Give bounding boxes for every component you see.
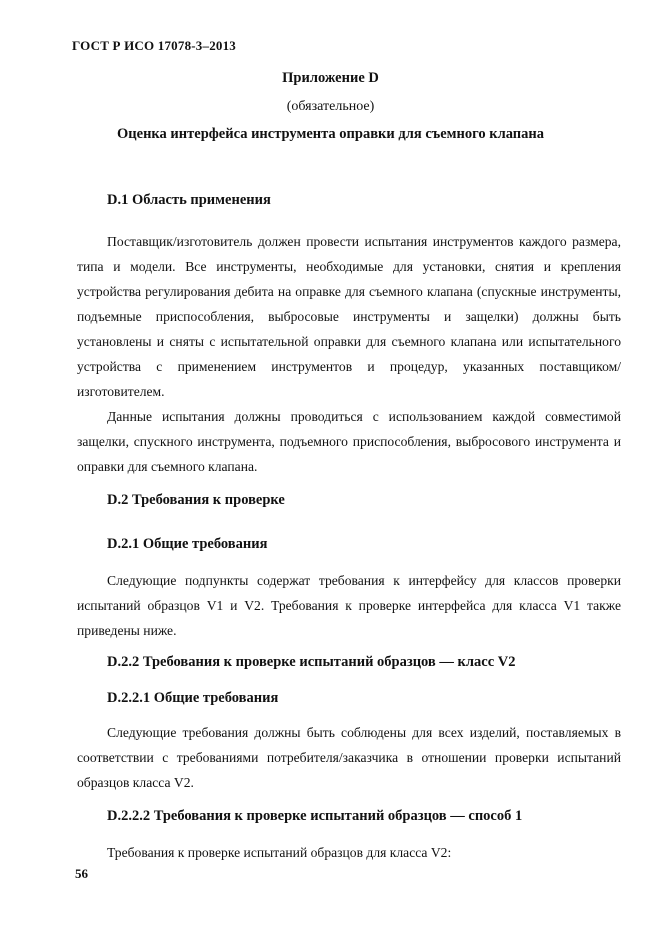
standard-id-header: ГОСТ Р ИСО 17078-3–2013 [72,38,237,53]
section-d2-heading: D.2 Требования к проверке [107,492,285,508]
annex-status: (обязательное) [286,99,375,114]
section-d1-paragraph-2: Данные испытания должны проводиться с использованием каждой совместимой защелки, спускного инструмента, подъемного приспособления, выбросового инструмента и оправки для съемного клапана. [77,409,621,474]
section-d21-heading: D.2.1 Общие требования [107,536,268,552]
section-d222-heading: D.2.2.2 Требования к проверке испытаний образцов — способ 1 [107,808,523,824]
section-d1-paragraph-1: Поставщик/изготовитель должен провести испытания инструментов каждого размера, типа и модели. Все инструменты, необходимые для установки, снятия и крепления устройства регулирования дебита на оправке для съемного клапана (спускные инструменты, подъемные приспособления, выбросовые инструменты и защелки) должны быть установлены и сняты с испытательной оправки для съемного клапана или испытательного устройства с применением инструментов и процедур, указанных поставщиком/изготовителем. [77,234,621,399]
annex-subject: Оценка интерфейса инструмента оправки для съемного клапана [117,126,544,142]
section-d22-heading: D.2.2 Требования к проверке испытаний образцов — класс V2 [107,654,516,670]
page-number: 56 [75,866,88,881]
section-d221-paragraph: Следующие требования должны быть соблюдены для всех изделий, поставляемых в соответствии с требованиями потребителя/заказчика в отношении проверки испытаний образцов класса V2. [77,725,621,790]
section-d1-heading: D.1 Область применения [107,192,271,208]
annex-title: Приложение D [282,70,379,86]
section-d21-paragraph: Следующие подпункты содержат требования к интерфейсу для классов проверки испытаний образцов V1 и V2. Требования к проверке интерфейса для класса V1 также приведены ниже. [77,573,621,638]
section-d221-heading: D.2.2.1 Общие требования [107,690,279,706]
section-d222-paragraph: Требования к проверке испытаний образцов для класса V2: [107,845,452,860]
